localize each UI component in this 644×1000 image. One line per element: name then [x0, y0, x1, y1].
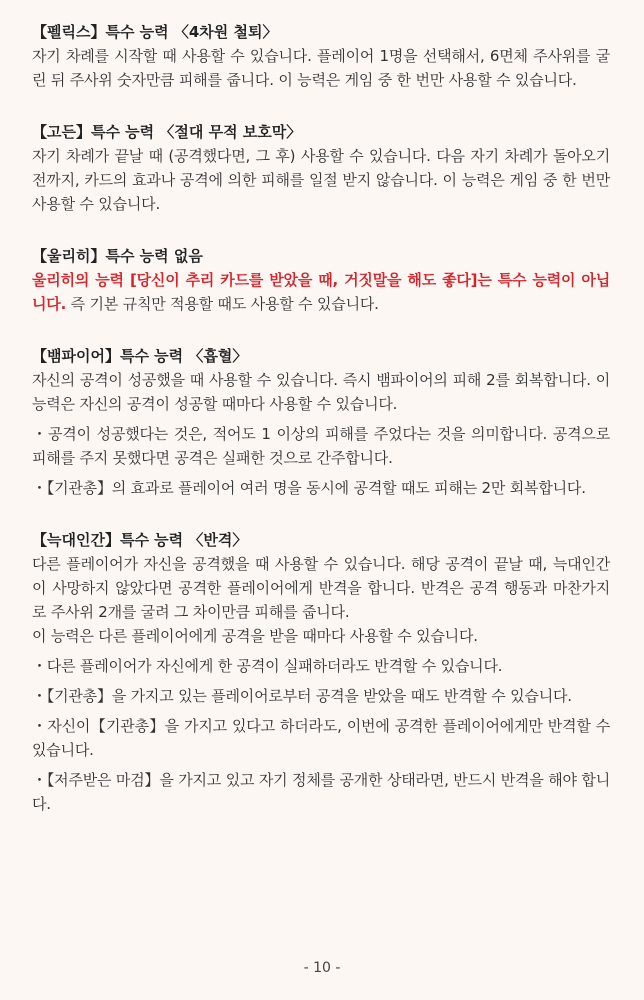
section-paragraph: 자기 차례를 시작할 때 사용할 수 있습니다. 플레이어 1명을 선택해서, 6면체 주사위를 굴린 뒤 주사위 숫자만큼 피해를 줍니다. 이 능력은 게임 중 한 번만 사용할 수 있습니다.	[32, 47, 610, 89]
section-felix	[32, 20, 610, 92]
section-heading: 【펠릭스】특수 능력 〈4차원 철퇴〉	[32, 23, 278, 41]
page-number: - 10 -	[303, 960, 341, 976]
section-heading: 【고든】특수 능력 〈절대 무적 보호막〉	[32, 123, 302, 141]
bullet-item: ・자신이【기관총】을 가지고 있다고 하더라도, 이번에 공격한 플레이어에게만 반격할 수 있습니다.	[32, 717, 610, 759]
bullet-item: ・공격이 성공했다는 것은, 적어도 1 이상의 피해를 주었다는 것을 의미합니다. 공격으로 피해를 주지 못했다면 공격은 실패한 것으로 간주합니다.	[32, 425, 610, 467]
bullet-item: ・다른 플레이어가 자신에게 한 공격이 실패하더라도 반격할 수 있습니다.	[32, 657, 503, 675]
section-paragraph: 자기 차례가 끝날 때 (공격했다면, 그 후) 사용할 수 있습니다. 다음 자기 차례가 돌아오기 전까지, 카드의 효과나 공격에 의한 피해를 일절 받지 않습니다. 이 능력은 게임 중 한 번만 사용할 수 있습니다.	[32, 147, 610, 213]
section-heading: 【울리히】특수 능력 없음	[32, 247, 203, 265]
section-paragraph: 다른 플레이어가 자신을 공격했을 때 사용할 수 있습니다. 해당 공격이 끝날 때, 늑대인간이 사망하지 않았다면 공격한 플레이어에게 반격을 합니다. 반격은 공격 행동과 마찬가지로 주사위 2개를 굴려 그 차이만큼 피해를 줍니다.	[32, 555, 610, 621]
section-gordon	[32, 120, 610, 216]
section-werewolf	[32, 528, 610, 816]
section-paragraph: 자신의 공격이 성공했을 때 사용할 수 있습니다. 즉시 뱀파이어의 피해 2를 회복합니다. 이 능력은 자신의 공격이 성공할 때마다 사용할 수 있습니다.	[32, 371, 610, 413]
section-paragraph: 이 능력은 다른 플레이어에게 공격을 받을 때마다 사용할 수 있습니다.	[32, 627, 478, 645]
section-heading: 【늑대인간】특수 능력 〈반격〉	[32, 531, 248, 549]
bullet-item: ・【저주받은 마검】을 가지고 있고 자기 정체를 공개한 상태라면, 반드시 반격을 해야 합니다.	[32, 771, 610, 813]
highlight-text: 울리히의 능력 [당신이 추리 카드를 받았을 때, 거짓말을 해도 좋다]는 특수 능력이 아닙니다.	[32, 271, 610, 313]
bullet-item: ・【기관총】의 효과로 플레이어 여러 명을 동시에 공격할 때도 피해는 2만 회복합니다.	[32, 479, 586, 497]
body-text: 즉 기본 규칙만 적용할 때도 사용할 수 있습니다.	[66, 295, 379, 313]
bullet-item: ・【기관총】을 가지고 있는 플레이어로부터 공격을 받았을 때도 반격할 수 있습니다.	[32, 687, 572, 705]
section-paragraph	[32, 268, 610, 316]
section-heading: 【뱀파이어】특수 능력 〈흡혈〉	[32, 347, 248, 365]
section-ulrich	[32, 244, 610, 316]
section-vampire	[32, 344, 610, 500]
page-content	[32, 20, 610, 844]
